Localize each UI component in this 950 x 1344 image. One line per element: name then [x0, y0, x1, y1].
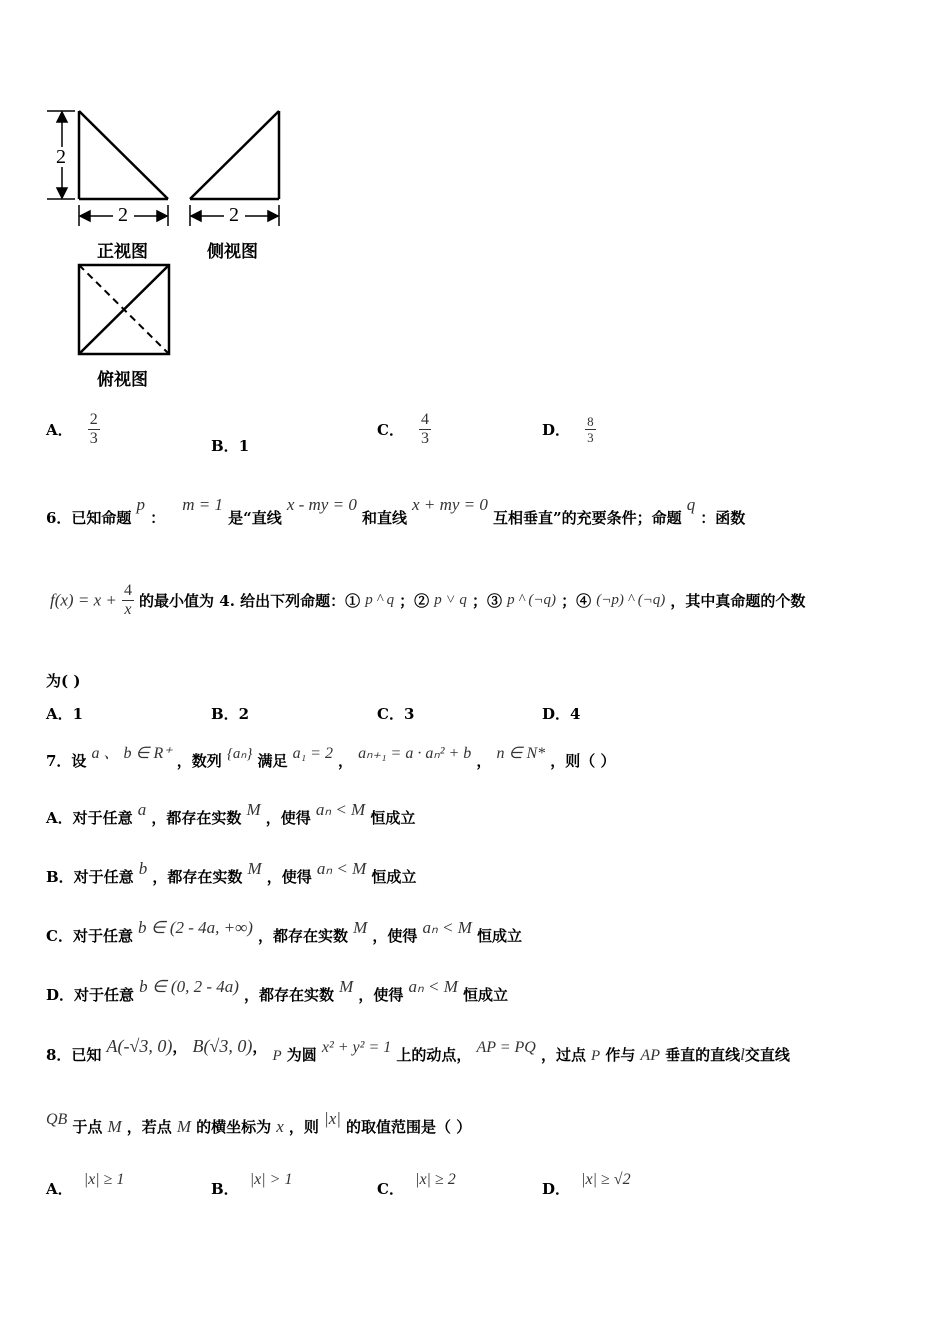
- fraction-4-over-x: $\frac{4}{x}$: [123, 582, 132, 618]
- option-value: 1: [238, 437, 250, 455]
- q7-option-c[interactable]: C．对于任意 b ∈ (2 - 4a, +∞) ，都存在实数 M ，使得 aₙ < M 恒成立: [46, 918, 523, 945]
- sequence: {aₙ}: [226, 746, 253, 762]
- circle-eq: x² + y² = 1: [321, 1039, 392, 1056]
- q6-option-c[interactable]: C．3: [377, 705, 415, 723]
- front-view-label: 正视图: [97, 242, 148, 262]
- line-1: x - my = 0: [286, 495, 357, 514]
- a-b-set: a 、 b ∈ R⁺: [91, 745, 172, 762]
- q6-option-d[interactable]: D．4: [542, 705, 581, 723]
- var-p: p: [136, 495, 146, 514]
- q8-option-a[interactable]: A． |x| ≥ 1: [46, 1171, 125, 1198]
- front-view-triangle: [79, 111, 168, 199]
- q7-stem: 7．设 a 、 b ∈ R⁺ ，数列 {aₙ} 满足 a₁ = 2 ， aₙ₊₁ = a · aₙ² + b ， n ∈ N* ，则（ ）: [46, 745, 616, 770]
- q6-stem-line2: f(x) = x + $\frac{4}{x}$ 的最小值为 4. 给出下列命题：① p ^ q ；② p ˅ q ；③ p ^ (¬q) ；④ (¬p) ^ (¬q) ，其中真命题的个数: [50, 582, 806, 618]
- fraction: $\frac{2}{3}$: [89, 411, 98, 447]
- recurrence: aₙ₊₁ = a · aₙ² + b: [358, 745, 472, 762]
- m-eq-1: m = 1: [182, 495, 223, 514]
- initial-term: a₁ = 2: [292, 745, 333, 762]
- compound-3: p ^ (¬q): [507, 592, 557, 608]
- top-view-label: 俯视图: [97, 370, 148, 390]
- function-def: f(x) = x +: [50, 590, 117, 610]
- var-q: q: [686, 495, 696, 514]
- q7-option-d[interactable]: D．对于任意 b ∈ (0, 2 - 4a) ，都存在实数 M ，使得 aₙ < M 恒成立: [46, 977, 508, 1004]
- q7-option-b[interactable]: B．对于任意 b ，都存在实数 M ，使得 aₙ < M 恒成立: [46, 859, 417, 886]
- option-letter: B．: [211, 437, 239, 455]
- point-b: B(√3, 0): [192, 1036, 253, 1056]
- q6-option-a[interactable]: A．1: [46, 705, 84, 723]
- point-a: A(-√3, 0): [106, 1036, 173, 1056]
- point-p: P: [272, 1048, 282, 1064]
- fraction: $\frac{8}{3}$: [587, 414, 594, 445]
- q8-option-b[interactable]: B． |x| > 1: [211, 1171, 293, 1198]
- compound-4: (¬p) ^ (¬q): [596, 592, 666, 608]
- option-letter: A．: [46, 421, 73, 439]
- compound-1: p ^ q: [365, 592, 395, 608]
- q5-option-c[interactable]: [377, 411, 431, 448]
- option-letter: D．: [542, 421, 571, 439]
- q8-stem-line2: QB 于点 M ，若点 M 的横坐标为 x ，则 |x| 的取值范围是（ ）: [46, 1109, 472, 1136]
- q8-option-d[interactable]: D． |x| ≥ √2: [542, 1171, 631, 1198]
- abs-x: |x|: [324, 1109, 341, 1128]
- line-qb: QB: [46, 1111, 68, 1128]
- q6-option-b[interactable]: B．2: [211, 705, 250, 723]
- q7-option-a[interactable]: A．对于任意 a ，都存在实数 M ，使得 aₙ < M 恒成立: [46, 800, 416, 827]
- q5-option-d[interactable]: [542, 414, 596, 445]
- n-domain: n ∈ N*: [496, 745, 546, 762]
- q5-option-a[interactable]: [46, 411, 100, 448]
- option-letter: C．: [377, 421, 404, 439]
- ap-eq-pq: AP = PQ: [476, 1039, 536, 1056]
- side-view-triangle: [190, 111, 279, 199]
- q8-option-c[interactable]: C． |x| ≥ 2: [377, 1171, 456, 1198]
- q6-stem-line3: 为( ): [46, 672, 81, 690]
- front-width-label: 2: [118, 204, 128, 226]
- q8-stem-line1: 8．已知 A(-√3, 0)， B(√3, 0)， P 为圆 x² + y² = 1 上的动点， AP = PQ ，过点 P 作与 AP 垂直的直线l交直线: [46, 1036, 790, 1064]
- side-width-label: 2: [229, 204, 239, 226]
- height-label: 2: [56, 146, 66, 168]
- compound-2: p ˅ q: [434, 592, 467, 608]
- q5-option-b[interactable]: [211, 435, 249, 456]
- top-view-square: [79, 265, 169, 354]
- fraction: $\frac{4}{3}$: [421, 411, 430, 447]
- line-2: x + my = 0: [412, 495, 488, 514]
- side-view-label: 侧视图: [207, 242, 258, 262]
- q6-stem-line1: 6．已知命题 p ： m = 1 是“直线 x - my = 0 和直线 x + my = 0 互相垂直”的充要条件；命题 q ：函数: [46, 495, 746, 527]
- three-view-figure: [0, 0, 300, 400]
